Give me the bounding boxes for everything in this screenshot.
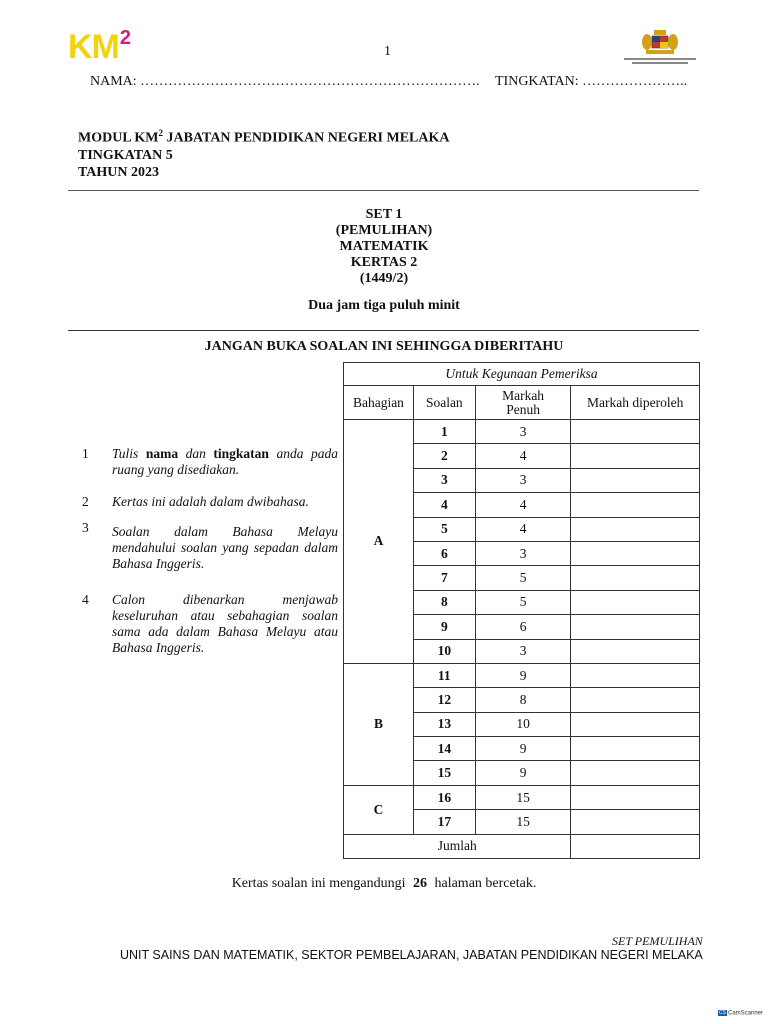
full-mark: 3 <box>475 541 571 565</box>
paper-code: (1449/2) <box>359 271 409 286</box>
set-title: SET 1 <box>365 207 403 222</box>
section-a: A <box>344 420 414 664</box>
question-number: 13 <box>413 712 475 736</box>
full-mark: 8 <box>475 688 571 712</box>
table-caption: Untuk Kegunaan Pemeriksa <box>344 363 700 386</box>
obtained-mark <box>571 639 700 663</box>
header-line-2: TINGKATAN 5 <box>78 147 173 163</box>
full-mark: 10 <box>475 712 571 736</box>
table-row <box>344 785 700 809</box>
obtained-mark <box>571 444 700 468</box>
question-number: 5 <box>413 517 475 541</box>
question-number: 15 <box>413 761 475 785</box>
full-mark: 9 <box>475 737 571 761</box>
duration: Dua jam tiga puluh minit <box>308 298 460 313</box>
obtained-mark <box>571 761 700 785</box>
warning-text: JANGAN BUKA SOALAN INI SEHINGGA DIBERITAHU <box>204 339 564 354</box>
obtained-mark <box>571 712 700 736</box>
obtained-mark <box>571 737 700 761</box>
question-number: 17 <box>413 810 475 834</box>
table-caption-row <box>344 363 700 386</box>
full-mark: 4 <box>475 517 571 541</box>
subject: MATEMATIK <box>339 239 429 254</box>
government-crest-icon <box>618 28 702 72</box>
obtained-mark <box>571 420 700 444</box>
question-number: 2 <box>413 444 475 468</box>
full-mark: 15 <box>475 810 571 834</box>
obtained-mark <box>571 566 700 590</box>
obtained-mark <box>571 590 700 614</box>
camscanner-icon: CS <box>719 1010 726 1016</box>
page-number: 1 <box>384 44 391 59</box>
obtained-mark <box>571 810 700 834</box>
obtained-mark <box>571 468 700 492</box>
divider <box>68 330 699 331</box>
question-number: 12 <box>413 688 475 712</box>
camscanner-watermark: CS CamScanner <box>719 1010 764 1017</box>
question-number: 6 <box>413 541 475 565</box>
total-obtained <box>571 834 700 858</box>
examiner-table <box>343 362 700 859</box>
full-mark: 4 <box>475 444 571 468</box>
obtained-mark <box>571 688 700 712</box>
logo-superscript: 2 <box>119 27 131 49</box>
name-field: NAMA: ………………………………………………………………. <box>90 74 480 89</box>
question-number: 14 <box>413 737 475 761</box>
question-number: 16 <box>413 785 475 809</box>
table-row <box>344 420 700 444</box>
full-mark: 15 <box>475 785 571 809</box>
question-number: 10 <box>413 639 475 663</box>
obtained-mark <box>571 541 700 565</box>
table-row <box>344 663 700 687</box>
full-mark: 4 <box>475 493 571 517</box>
module-header <box>78 125 450 181</box>
instruction-2: 2 Kertas ini adalah dalam dwibahasa. <box>82 494 309 509</box>
question-number: 9 <box>413 615 475 639</box>
full-mark: 5 <box>475 590 571 614</box>
full-mark: 3 <box>475 420 571 444</box>
obtained-mark <box>571 493 700 517</box>
header-markah-penuh: Markah Penuh <box>475 386 571 420</box>
question-number: 7 <box>413 566 475 590</box>
full-mark: 3 <box>475 639 571 663</box>
tingkatan-field: TINGKATAN: ………………….. <box>495 74 688 89</box>
instruction-3: 3 Soalan dalam Bahasa Melayu mendahului soalan yang sepadan dalam Bahasa Inggeris. <box>82 520 338 571</box>
total-label: Jumlah <box>344 834 571 858</box>
question-number: 4 <box>413 493 475 517</box>
full-mark: 3 <box>475 468 571 492</box>
question-number: 8 <box>413 590 475 614</box>
header-line-1: MODUL $KM^2$ JABATAN PENDIDIKAN NEGERI MELAKA <box>78 128 450 146</box>
full-mark: 6 <box>475 615 571 639</box>
paper-info <box>0 207 768 287</box>
set-label: SET PEMULIHAN <box>612 934 703 948</box>
divider <box>68 190 699 191</box>
header-line-3: TAHUN 2023 <box>78 164 160 180</box>
full-mark: 9 <box>475 761 571 785</box>
header-bahagian: Bahagian <box>344 386 414 420</box>
full-mark: 9 <box>475 663 571 687</box>
section-c: C <box>344 785 414 834</box>
obtained-mark <box>571 785 700 809</box>
instruction-1: 1 Tulis nama dan tingkatan anda pada ruang yang disediakan. <box>82 446 339 477</box>
total-row <box>344 834 700 858</box>
unit-line: UNIT SAINS DAN MATEMATIK, SEKTOR PEMBELAJARAN, JABATAN PENDIDIKAN NEGERI MELAKA <box>120 948 703 962</box>
set-type: (PEMULIHAN) <box>335 223 433 238</box>
header-markah-diperoleh: Markah diperoleh <box>571 386 700 420</box>
full-mark: 5 <box>475 566 571 590</box>
page-count-note: Kertas soalan ini mengandungi 26 halaman bercetak. <box>231 876 537 891</box>
km2-logo: $KM^2$ <box>68 27 131 66</box>
table-header-row <box>344 386 700 420</box>
obtained-mark <box>571 663 700 687</box>
instruction-4: 4 Calon dibenarkan menjawab keseluruhan atau sebahagian soalan sama ada dalam Bahasa Melayu atau Bahasa Inggeris. <box>82 592 338 655</box>
question-number: 11 <box>413 663 475 687</box>
header-soalan: Soalan <box>413 386 475 420</box>
question-number: 3 <box>413 468 475 492</box>
obtained-mark <box>571 615 700 639</box>
section-b: B <box>344 663 414 785</box>
question-number: 1 <box>413 420 475 444</box>
paper-number: KERTAS 2 <box>350 255 418 270</box>
obtained-mark <box>571 517 700 541</box>
